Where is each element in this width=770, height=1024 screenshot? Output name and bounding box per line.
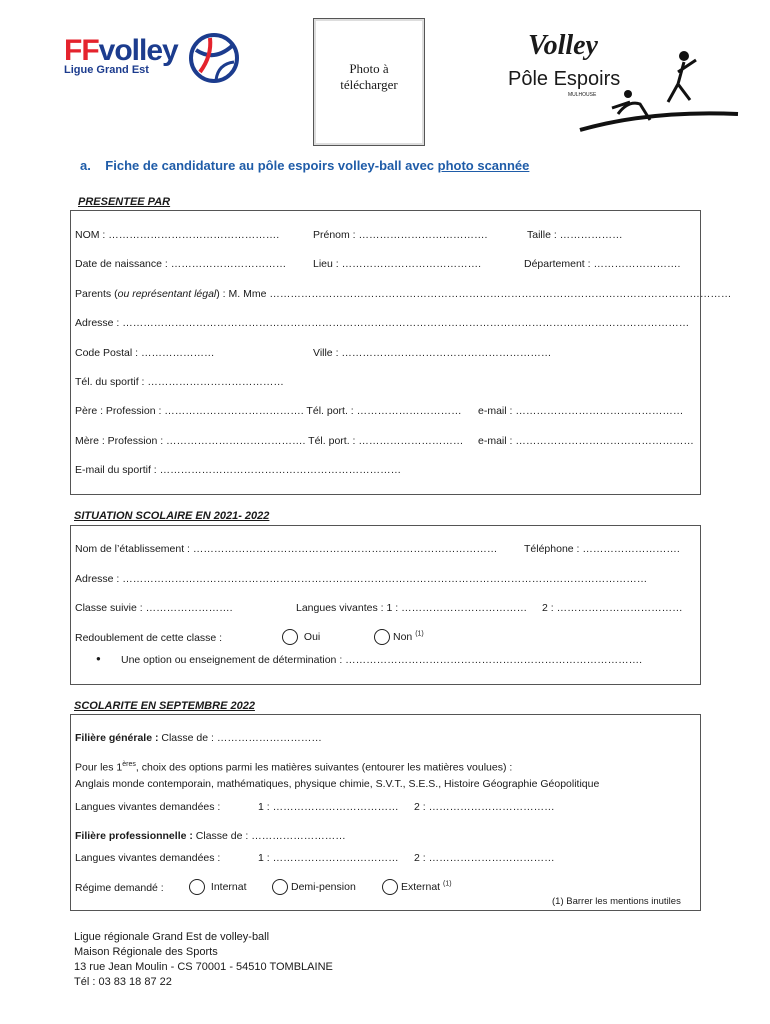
code-postal-field[interactable]: Code Postal : ………………… [75,347,215,359]
taille-field[interactable]: Taille : ……………… [527,229,623,241]
photo-upload-box[interactable] [313,18,425,146]
langue-1-pro-field[interactable]: 1 : ……………………………… [258,852,399,864]
demi-pension-radio[interactable] [272,879,288,895]
footer-address [74,930,474,990]
title-text: Fiche de candidature au pôle espoirs volley-ball avec [105,158,438,173]
externat-label: Externat [401,880,441,893]
adresse-field[interactable]: Adresse : ……………………………………………………………………………………………………………………………………………… [75,317,690,329]
parents-italic: ou représentant légal [117,288,217,300]
options-instruction-a: Pour les 1 [75,761,123,774]
section-heading-presentee: PRESENTEE PAR [78,196,171,208]
photo-scan-link[interactable]: photo scannée [437,158,530,173]
footer-line-2: Maison Régionale des Sports [74,946,218,958]
options-instruction-b: , choix des options parmi les matières suivantes (entourer les matières voulues) : [135,761,513,774]
pole-logo-subtitle: Pôle Espoirs [508,68,621,90]
options-instruction [75,761,512,774]
externat-footnote: (1) [443,880,452,888]
option-field[interactable]: Une option ou enseignement de détermination : …………………………………………………………………………. [121,654,643,666]
title-prefix: a. [80,158,91,173]
langues-demandees-label: Langues vivantes demandées : [75,801,221,813]
logo-ff-text: FF [64,34,99,67]
pole-espoirs-logo [500,22,740,132]
footer-line-4: Tél : 03 83 18 87 22 [74,976,172,988]
filiere-pro-classe: Classe de : ……………………… [195,830,346,842]
internat-label: Internat [210,880,247,893]
ffvolley-logo [64,36,178,76]
page-title [80,158,529,173]
langue-1-field[interactable]: 1 : ……………………………… [258,801,399,813]
regime-label: Régime demandé : [75,882,164,894]
mentions-note: (1) Barrer les mentions inutiles [552,896,681,907]
pere-field[interactable]: Père : Profession : …………………………………. Tél. port. : ………………………… [75,405,462,417]
lieu-field[interactable]: Lieu : …………………………………. [313,258,482,270]
parents-label: Parents ( [75,288,118,300]
filiere-pro-label: Filière professionnelle : [75,830,196,842]
regime-internat-option[interactable] [189,879,247,895]
redoublement-label: Redoublement de cette classe : [75,632,223,644]
ville-field[interactable]: Ville : …………………………………………………… [313,347,552,359]
non-radio[interactable] [374,629,390,645]
externat-radio[interactable] [382,879,398,895]
filiere-generale-classe: Classe de : ………………………… [161,732,322,744]
telephone-etab-field[interactable]: Téléphone : ………………………. [524,543,680,555]
photo-label-line2: télécharger [340,77,398,92]
ffvolley-ball-icon [188,32,240,84]
langues-demandees-label-2: Langues vivantes demandées : [75,852,221,864]
section-heading-scolaire: SITUATION SCOLAIRE EN 2021- 2022 [74,510,270,522]
oui-radio[interactable] [282,629,298,645]
mere-field[interactable]: Mère : Profession : …………………………………. Tél. port. : ………………………… [75,435,464,447]
email-sportif-field[interactable]: E-mail du sportif : …………………………………………………………… [75,464,402,476]
filiere-pro-field[interactable] [75,830,346,842]
photo-label-line1: Photo à [349,61,389,76]
regime-demi-pension-option[interactable] [272,879,356,895]
prenom-field[interactable]: Prénom : ………………………………. [313,229,488,241]
mere-email-field[interactable]: e-mail : …………………………………………… [478,435,694,447]
filiere-generale-field[interactable] [75,732,322,744]
langues-vivantes-1-field[interactable]: Langues vivantes : 1 : ……………………………… [296,602,528,614]
internat-radio[interactable] [189,879,205,895]
adresse-etab-field[interactable]: Adresse : …………………………………………………………………………………………………………………………………… [75,573,648,585]
pere-email-field[interactable]: e-mail : ………………………………………… [478,405,684,417]
date-naissance-field[interactable]: Date de naissance : …………………………… [75,258,287,270]
pole-logo-title: Volley [528,30,598,61]
options-instruction-sup: ères [122,761,136,768]
regime-externat-option[interactable] [382,879,452,895]
oui-label: Oui [303,630,321,643]
classe-suivie-field[interactable]: Classe suivie : ……………………. [75,602,233,614]
logo-volley-text: volley [98,34,178,67]
filiere-generale-label: Filière générale : [75,732,162,744]
section-heading-septembre: SCOLARITE EN SEPTEMBRE 2022 [74,700,255,712]
langues-vivantes-2-field[interactable]: 2 : ……………………………… [542,602,683,614]
parents-dots: ) : M. Mme …………………………………………………………………………………………………………………… [216,288,732,300]
departement-field[interactable]: Département : ……………………. [524,258,681,270]
demi-pension-label: Demi-pension [291,880,356,893]
langue-2-field[interactable]: 2 : ……………………………… [414,801,555,813]
redoublement-non-option[interactable] [374,629,424,645]
bullet-icon: ● [96,654,101,663]
footer-line-3: 13 rue Jean Moulin - CS 70001 - 54510 TOMBLAINE [74,961,333,973]
pole-logo-city: MULHOUSE [568,92,597,98]
parents-field[interactable] [75,288,731,300]
redoublement-oui-option[interactable] [282,629,320,645]
langue-2-pro-field[interactable]: 2 : ……………………………… [414,852,555,864]
etablissement-field[interactable]: Nom de l’établissement : …………………………………………………………………………… [75,543,498,555]
non-label: Non [393,630,413,643]
non-footnote: (1) [415,630,424,638]
logo-ligue-text: Ligue Grand Est [64,64,149,76]
matieres-list[interactable]: Anglais monde contemporain, mathématiques, physique chimie, S.V.T., S.E.S., Histoire Géographie Géopolitique [75,778,600,790]
tel-sportif-field[interactable]: Tél. du sportif : ………………………………… [75,376,284,388]
nom-field[interactable]: NOM : …………………………………………. [75,229,280,241]
footer-line-1: Ligue régionale Grand Est de volley-ball [74,931,270,943]
